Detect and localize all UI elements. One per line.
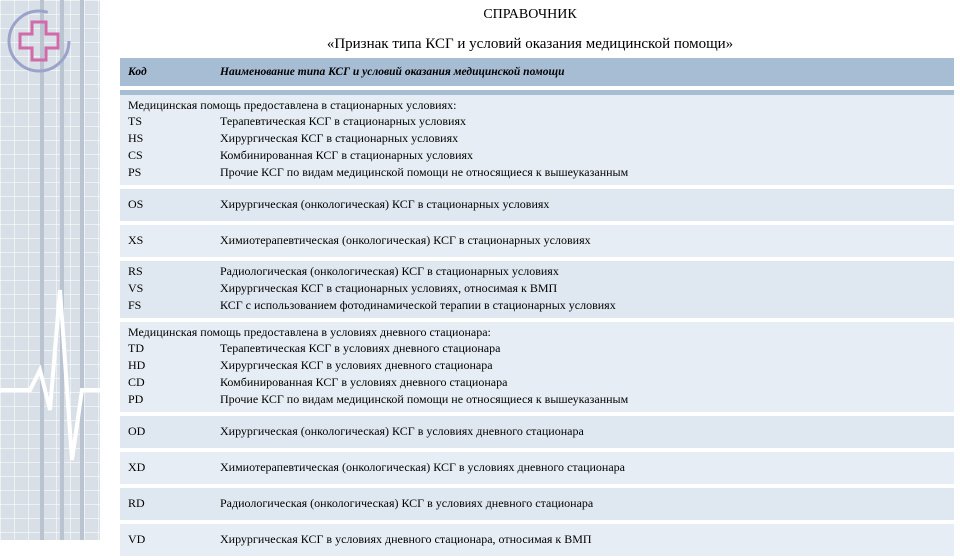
stationary-block	[120, 95, 954, 189]
rvf-block	[120, 261, 954, 322]
table-row: VD Хирургическая КСГ в условиях дневного стационара, относимая к ВМП	[120, 524, 954, 560]
table-row: RD Радиологическая (онкологическая) КСГ в условиях дневного стационара	[120, 488, 954, 524]
column-header-name: Наименование типа КСГ и условий оказания медицинской помощи	[220, 66, 565, 78]
decorative-side-panel	[0, 0, 100, 540]
table-row: PS Прочие КСГ по видам медицинской помощи не относящиеся к вышеуказанным	[128, 165, 629, 179]
medical-cross-icon	[4, 6, 74, 76]
table-row: PD Прочие КСГ по видам медицинской помощи не относящиеся к вышеуказанным	[128, 392, 629, 406]
section-heading: Медицинская помощь предоставлена в стационарных условиях:	[128, 98, 457, 112]
table-row: TD Терапевтическая КСГ в условиях дневного стационара	[128, 341, 501, 355]
table-row: CD Комбинированная КСГ в условиях дневного стационара	[128, 375, 508, 389]
page-subtitle: «Признак типа КСГ и условий оказания медицинской помощи»	[326, 36, 734, 52]
page-title: СПРАВОЧНИК	[483, 7, 577, 22]
table-row: OD Хирургическая (онкологическая) КСГ в условиях дневного стационара	[120, 416, 954, 452]
day-block	[120, 322, 954, 416]
table-row: XD Химиотерапевтическая (онкологическая) КСГ в условиях дневного стационара	[120, 452, 954, 488]
column-header-code: Код	[128, 66, 147, 78]
table-row: XS Химиотерапевтическая (онкологическая) КСГ в стационарных условиях	[120, 225, 954, 261]
reference-table	[120, 58, 954, 560]
table-row: CS Комбинированная КСГ в стационарных условиях	[128, 148, 474, 162]
ecg-line-icon	[0, 270, 100, 470]
table-row: OS Хирургическая (онкологическая) КСГ в стационарных условиях	[120, 189, 954, 225]
table-row: FS КСГ с использованием фотодинамической терапии в стационарных условиях	[128, 298, 616, 312]
table-header	[120, 58, 954, 86]
section-heading: Медицинская помощь предоставлена в условиях дневного стационара:	[128, 325, 491, 339]
table-row: HD Хирургическая КСГ в условиях дневного стационара	[128, 358, 493, 372]
table-row: TS Терапевтическая КСГ в стационарных условиях	[128, 114, 466, 128]
table-row: HS Хирургическая КСГ в стационарных условиях	[128, 131, 459, 145]
table-row: VS Хирургическая КСГ в стационарных условиях, относимая к ВМП	[128, 281, 558, 295]
table-row: RS Радиологическая (онкологическая) КСГ в стационарных условиях	[128, 264, 559, 278]
